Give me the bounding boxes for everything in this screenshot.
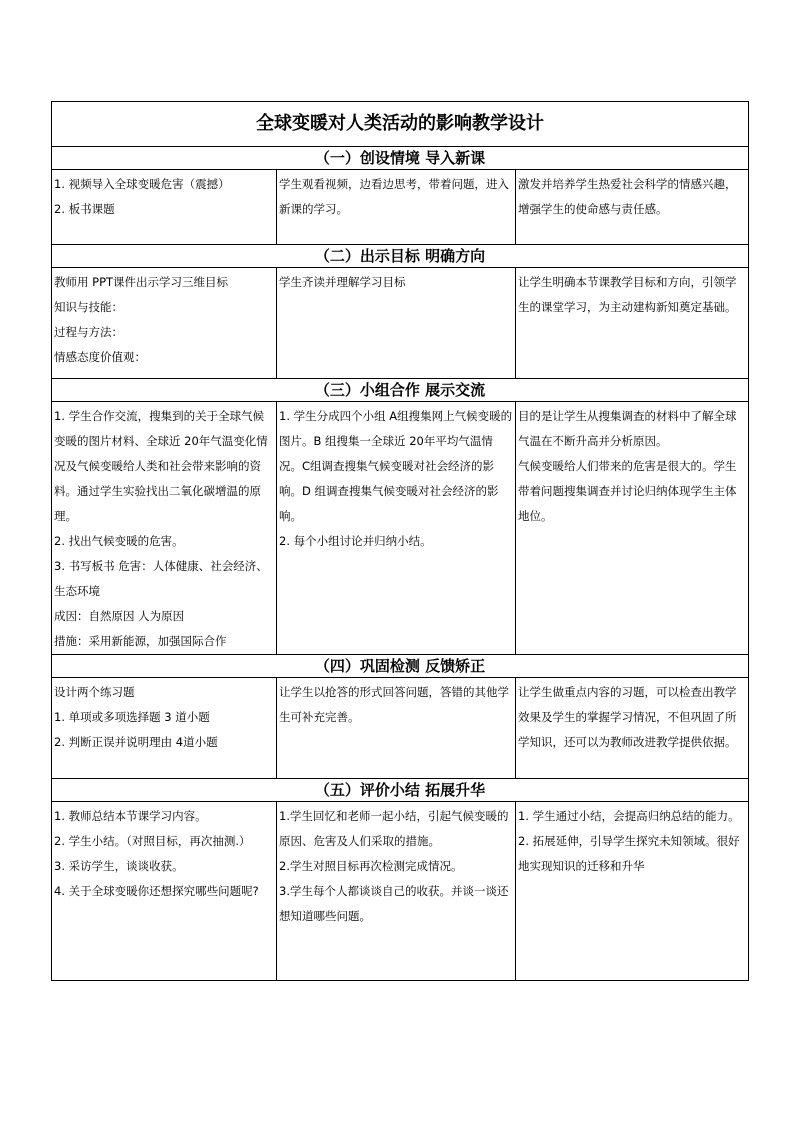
- cell-paragraph: 措施：采用新能源，加强国际合作: [54, 634, 227, 648]
- cell-paragraph: 1. 学生分成四个小组 A组搜集网上气候变暖的图片。B 组搜集一全球近 20年平均气温情况。C组调查搜集气候变暖对社会经济的影响。D 组调查搜集气候变暖对社会经济的影响。: [279, 409, 513, 523]
- cell-paragraph: 3. 书写板书 危害：人体健康、社会经济、生态环境: [54, 559, 268, 598]
- section-content-row: [52, 402, 749, 655]
- cell-paragraph: 成因：自然原因 人为原因: [54, 609, 185, 623]
- cell-paragraph: 让学生做重点内容的习题，可以检查出教学效果及学生的掌握学习情况，不但巩固了所学知识，还可以为教师改进教学提供依据。: [518, 685, 737, 749]
- teacher-activity-cell: [52, 802, 277, 981]
- cell-paragraph: 2. 拓展延伸，引导学生探究未知领域。很好地实现知识的迁移和升华: [518, 834, 740, 873]
- section-content-row: [52, 802, 749, 981]
- student-activity-cell: [277, 678, 516, 779]
- cell-paragraph: 2. 找出气候变暖的危害。: [54, 534, 184, 548]
- teacher-activity-cell: [52, 268, 277, 379]
- document-title: 全球变暖对人类活动的影响教学设计: [52, 102, 749, 147]
- section-heading-row: [52, 379, 749, 402]
- cell-paragraph: 知识与技能：: [54, 300, 123, 314]
- section-heading-row: [52, 245, 749, 268]
- section-heading: （二）出示目标 明确方向: [52, 245, 749, 268]
- cell-paragraph: 情感态度价值观：: [54, 350, 146, 364]
- section-heading: （五）评价小结 拓展升华: [52, 779, 749, 802]
- design-intent-cell: [516, 170, 749, 245]
- cell-paragraph: 目的是让学生从搜集调查的材料中了解全球气温在不断升高并分析原因。: [518, 409, 737, 448]
- title-row: [52, 102, 749, 147]
- cell-paragraph: 3. 采访学生，谈谈收获。: [54, 859, 184, 873]
- section-heading-row: [52, 147, 749, 170]
- section-heading: （一）创设情境 导入新课: [52, 147, 749, 170]
- teacher-activity-cell: [52, 678, 277, 779]
- cell-paragraph: 学生观看视频，边看边思考，带着问题，进入新课的学习。: [279, 177, 509, 216]
- cell-paragraph: 2. 学生小结。（对照目标，再次抽测.）: [54, 834, 251, 848]
- section-heading-row: [52, 779, 749, 802]
- design-intent-cell: [516, 268, 749, 379]
- section-heading: （四）巩固检测 反馈矫正: [52, 655, 749, 678]
- design-intent-cell: [516, 402, 749, 655]
- section-content-row: [52, 170, 749, 245]
- student-activity-cell: [277, 170, 516, 245]
- lesson-plan-table: [51, 101, 749, 981]
- cell-paragraph: 1. 视频导入全球变暖危害（震撼）: [54, 177, 230, 191]
- cell-paragraph: 过程与方法：: [54, 325, 123, 339]
- cell-paragraph: 让学生明确本节课教学目标和方向，引领学生的课堂学习，为主动建构新知奠定基础。: [518, 275, 737, 314]
- section-content-row: [52, 678, 749, 779]
- cell-paragraph: 4. 关于全球变暖你还想探究哪些问题呢?: [54, 884, 259, 898]
- cell-paragraph: 气候变暖给人们带来的危害是很大的。学生带着问题搜集调查并讨论归纳体现学生主体地位。: [518, 459, 737, 523]
- cell-paragraph: 3.学生每个人都谈谈自己的收获。并谈一谈还想知道哪些问题。: [279, 884, 509, 923]
- cell-paragraph: 2. 板书课题: [54, 202, 115, 216]
- cell-paragraph: 2. 每个小组讨论并归纳小结。: [279, 534, 432, 548]
- cell-paragraph: 1. 学生通过小结，会提高归纳总结的能力。: [518, 809, 740, 823]
- cell-paragraph: 1. 学生合作交流，搜集到的关于全球气候变暖的图片材料、全球近 20年气温变化情况及气候变暖给人类和社会带来影响的资料。通过学生实验找出二氧化碳增温的原理。: [54, 409, 268, 523]
- section-content-row: [52, 268, 749, 379]
- cell-paragraph: 1.学生回忆和老师一起小结，引起气候变暖的原因、危害及人们采取的措施。: [279, 809, 509, 848]
- student-activity-cell: [277, 402, 516, 655]
- cell-paragraph: 学生齐读并理解学习目标: [279, 275, 406, 289]
- cell-paragraph: 1. 教师总结本节课学习内容。: [54, 809, 207, 823]
- teacher-activity-cell: [52, 402, 277, 655]
- cell-paragraph: 激发并培养学生热爱社会科学的情感兴趣，增强学生的使命感与责任感。: [518, 177, 737, 216]
- student-activity-cell: [277, 268, 516, 379]
- cell-paragraph: 2. 判断正误并说明理由 4道小题: [54, 735, 218, 749]
- cell-paragraph: 1. 单项或多项选择题 3 道小题: [54, 710, 210, 724]
- cell-paragraph: 设计两个练习题: [54, 685, 135, 699]
- section-heading: （三）小组合作 展示交流: [52, 379, 749, 402]
- cell-paragraph: 2.学生对照目标再次检测完成情况。: [279, 859, 463, 873]
- design-intent-cell: [516, 802, 749, 981]
- design-intent-cell: [516, 678, 749, 779]
- cell-paragraph: 让学生以抢答的形式回答问题，答错的其他学生可补充完善。: [279, 685, 509, 724]
- teacher-activity-cell: [52, 170, 277, 245]
- student-activity-cell: [277, 802, 516, 981]
- section-heading-row: [52, 655, 749, 678]
- cell-paragraph: 教师用 PPT课件出示学习三维目标: [54, 275, 229, 289]
